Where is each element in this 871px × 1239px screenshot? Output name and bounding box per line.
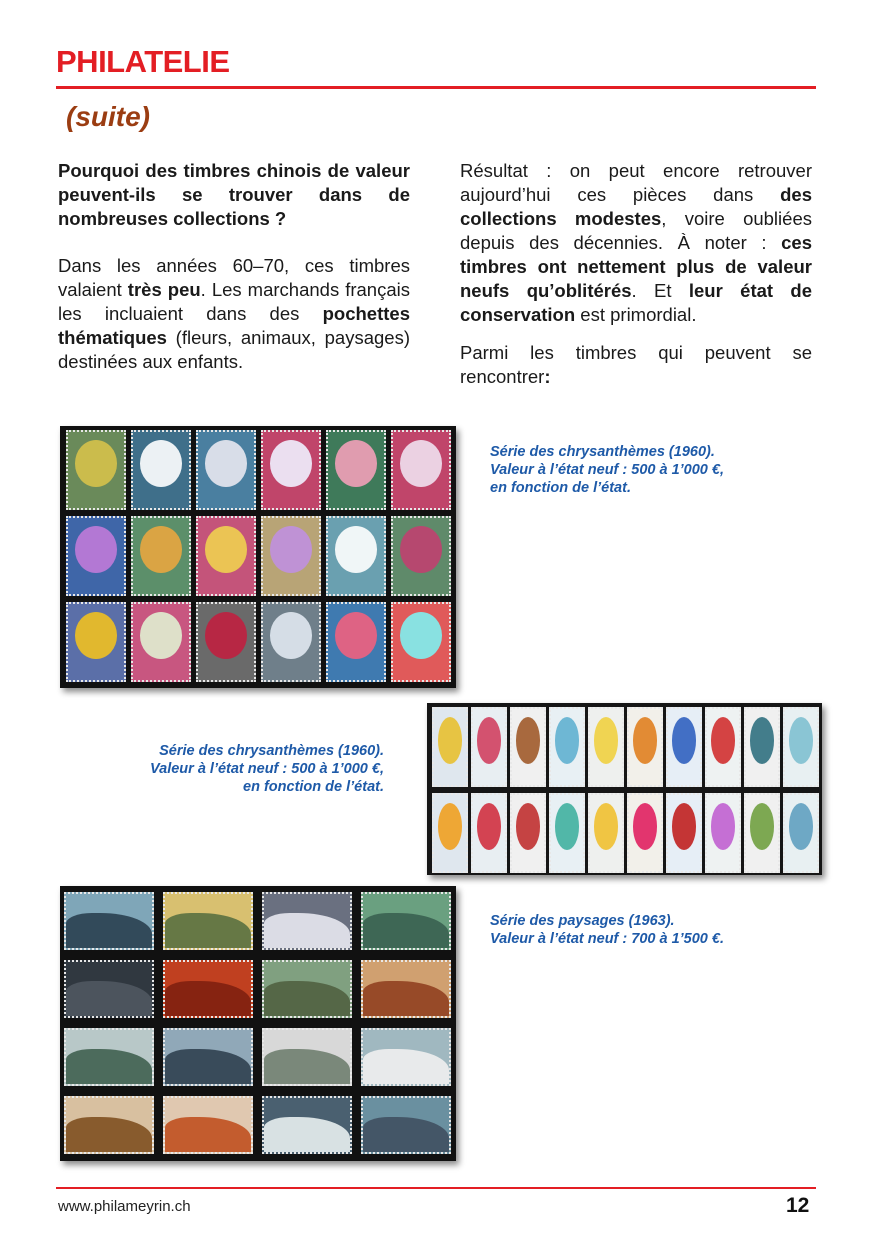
stamp-art <box>66 913 152 948</box>
stamp <box>510 707 546 787</box>
stamp <box>163 1096 253 1154</box>
stamp-art <box>264 913 350 948</box>
chrysanthemum-stamps-image <box>60 426 456 688</box>
title-divider <box>56 86 816 89</box>
caption-line: Valeur à l’état neuf : 500 à 1’000 €, <box>150 761 384 777</box>
stamp-art <box>264 1049 350 1084</box>
stamp-art <box>75 526 118 573</box>
stamp <box>705 707 741 787</box>
stamp-art <box>140 526 183 573</box>
stamp-art <box>711 803 735 850</box>
right-column <box>460 159 812 412</box>
stamp <box>131 516 191 596</box>
stamp-art <box>75 612 118 659</box>
stamp-art <box>205 440 248 487</box>
stamp-art <box>140 612 183 659</box>
stamp <box>471 707 507 787</box>
stamp <box>261 602 321 682</box>
text-run: (fleurs, animaux, paysages) destinées aux enfants. <box>58 327 410 372</box>
stamp-art <box>516 717 540 764</box>
text-run: . Les marchands français les incluaient dans des <box>58 279 410 324</box>
stamp-art <box>335 526 378 573</box>
stamp <box>361 1096 451 1154</box>
left-column <box>58 159 410 397</box>
caption-line: Valeur à l’état neuf : 500 à 1’000 €, <box>490 462 724 478</box>
stamp-art <box>66 1049 152 1084</box>
stamp-art <box>270 526 313 573</box>
text-run: Parmi les timbres qui peuvent se rencontrer <box>460 342 812 387</box>
stamp <box>163 1028 253 1086</box>
stamp <box>66 430 126 510</box>
page-subtitle: (suite) <box>66 101 150 132</box>
text-run: , voire oubliées depuis des décennies. À noter : <box>460 208 812 253</box>
stamp-art <box>555 717 579 764</box>
stamp <box>783 793 819 873</box>
stamp-art <box>477 803 501 850</box>
stamp <box>666 707 702 787</box>
stamp-art <box>750 803 774 850</box>
text-run-bold: très peu <box>127 279 201 300</box>
stamp-art <box>711 717 735 764</box>
stamp <box>588 707 624 787</box>
text-run: Dans les années 60–70, ces timbres valaient <box>58 255 410 300</box>
stamp-art <box>750 717 774 764</box>
caption-landscapes <box>490 912 724 948</box>
caption-line: Série des chrysanthèmes (1960). <box>490 444 715 460</box>
stamp-art <box>633 803 657 850</box>
footer-divider <box>56 1187 816 1189</box>
stamp-art <box>363 1117 449 1152</box>
result-paragraph <box>460 159 812 327</box>
stamp <box>432 793 468 873</box>
stamp <box>64 892 154 950</box>
butterfly-stamps-image <box>427 703 822 875</box>
stamp <box>64 1096 154 1154</box>
question-paragraph <box>58 159 410 231</box>
stamp <box>131 602 191 682</box>
text-run: . Et <box>631 280 689 301</box>
stamp-art <box>264 981 350 1016</box>
stamp-art <box>477 717 501 764</box>
stamp-art <box>363 913 449 948</box>
caption-line: en fonction de l’état. <box>243 779 384 795</box>
stamp-art <box>672 717 696 764</box>
stamp <box>744 793 780 873</box>
stamp-art <box>594 803 618 850</box>
stamp-art <box>516 803 540 850</box>
stamp-art <box>66 981 152 1016</box>
stamp <box>196 430 256 510</box>
stamp-art <box>633 717 657 764</box>
stamp <box>66 516 126 596</box>
stamp-art <box>205 526 248 573</box>
stamp <box>196 602 256 682</box>
stamp <box>262 960 352 1018</box>
stamp <box>432 707 468 787</box>
stamp <box>705 793 741 873</box>
text-run-bold: : <box>544 366 551 387</box>
landscape-stamps-image <box>60 886 456 1161</box>
stamp-art <box>789 803 813 850</box>
stamp-art <box>400 526 443 573</box>
stamp-art <box>335 612 378 659</box>
text-run-bold: des collections modestes <box>460 184 812 229</box>
history-paragraph <box>58 254 410 374</box>
stamp <box>261 430 321 510</box>
stamp <box>326 430 386 510</box>
stamp <box>361 1028 451 1086</box>
stamp <box>627 793 663 873</box>
stamp <box>361 960 451 1018</box>
stamp <box>64 960 154 1018</box>
stamp-art <box>400 612 443 659</box>
text-run: Résultat : on peut encore retrouver aujourd’hui ces pièces dans <box>460 160 812 205</box>
stamp <box>588 793 624 873</box>
intro-paragraph <box>460 341 812 389</box>
stamp-art <box>165 913 251 948</box>
stamp <box>196 516 256 596</box>
stamp <box>163 892 253 950</box>
stamp-art <box>335 440 378 487</box>
stamp-art <box>672 803 696 850</box>
stamp-art <box>438 803 462 850</box>
stamp <box>471 793 507 873</box>
caption-chrysanthemums <box>490 443 724 497</box>
stamp-art <box>789 717 813 764</box>
text-run-bold: ces timbres ont nettement plus de valeur neufs qu’oblitérés <box>460 232 812 301</box>
stamp-art <box>165 1049 251 1084</box>
text-run-bold: pochettes thématiques <box>58 303 410 348</box>
stamp <box>64 1028 154 1086</box>
caption-line: en fonction de l’état. <box>490 480 631 496</box>
stamp <box>131 430 191 510</box>
stamp <box>627 707 663 787</box>
stamp-art <box>594 717 618 764</box>
stamp-art <box>363 981 449 1016</box>
stamp <box>326 602 386 682</box>
stamp-art <box>264 1117 350 1152</box>
stamp <box>261 516 321 596</box>
stamp <box>783 707 819 787</box>
stamp <box>361 892 451 950</box>
text-run: est primordial. <box>575 304 697 325</box>
caption-butterflies <box>100 742 384 796</box>
stamp <box>262 1096 352 1154</box>
stamp-art <box>140 440 183 487</box>
stamp-art <box>438 717 462 764</box>
stamp-art <box>400 440 443 487</box>
question-text: Pourquoi des timbres chinois de valeur peuvent-ils se trouver dans de nombreuses collections ? <box>58 160 410 229</box>
stamp-art <box>165 1117 251 1152</box>
page-title: PHILATELIE <box>56 44 230 79</box>
stamp <box>163 960 253 1018</box>
stamp-art <box>270 612 313 659</box>
stamp-art <box>205 612 248 659</box>
stamp <box>262 1028 352 1086</box>
stamp-art <box>75 440 118 487</box>
stamp <box>391 430 451 510</box>
footer-website-link[interactable]: www.philameyrin.ch <box>58 1198 191 1215</box>
stamp <box>744 707 780 787</box>
stamp <box>326 516 386 596</box>
page-number: 12 <box>786 1194 810 1217</box>
stamp <box>510 793 546 873</box>
caption-line: Série des chrysanthèmes (1960). <box>159 743 384 759</box>
stamp-art <box>66 1117 152 1152</box>
caption-line: Valeur à l’état neuf : 700 à 1’500 €. <box>490 931 724 947</box>
stamp-art <box>270 440 313 487</box>
text-run-bold: leur état de conservation <box>460 280 812 325</box>
stamp-art <box>555 803 579 850</box>
stamp-art <box>165 981 251 1016</box>
stamp <box>391 516 451 596</box>
stamp <box>666 793 702 873</box>
stamp <box>549 707 585 787</box>
stamp <box>549 793 585 873</box>
stamp <box>391 602 451 682</box>
stamp-art <box>363 1049 449 1084</box>
stamp <box>66 602 126 682</box>
caption-line: Série des paysages (1963). <box>490 913 675 929</box>
stamp <box>262 892 352 950</box>
